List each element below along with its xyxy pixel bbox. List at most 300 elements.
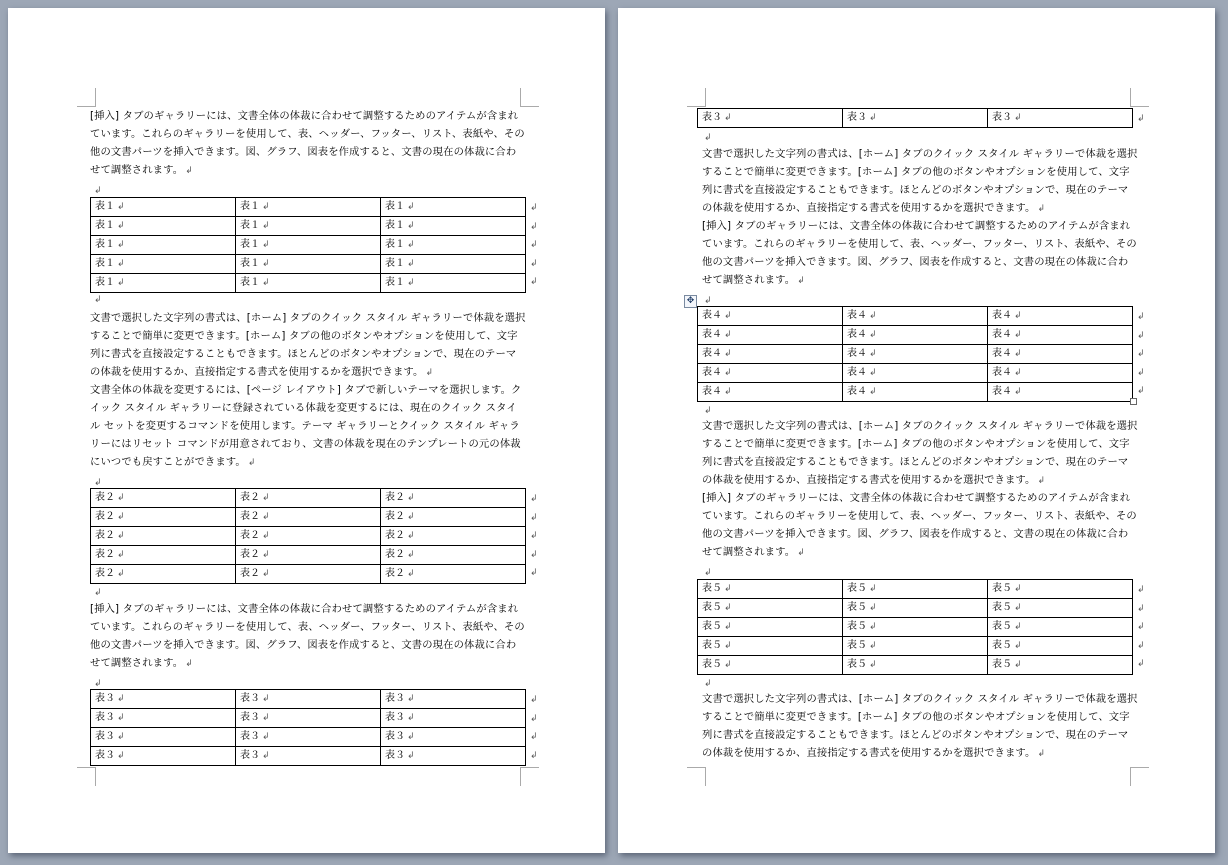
paragraph[interactable] <box>90 107 526 180</box>
cell-mark-icon: ↲ <box>869 387 877 397</box>
table-row <box>698 618 1133 637</box>
table-cell[interactable] <box>381 274 526 293</box>
table-cell[interactable] <box>91 255 236 274</box>
cell-text: 表３ <box>385 731 405 742</box>
cell-mark-icon: ↲ <box>724 622 732 632</box>
cell-mark-icon: ↲ <box>1014 330 1022 340</box>
crop-mark <box>77 88 96 107</box>
table-1[interactable] <box>90 197 526 293</box>
paragraph-mark-icon: ↲ <box>247 458 256 468</box>
table-row <box>91 489 526 508</box>
cell-text: 表２ <box>385 549 405 560</box>
cell-text: 表５ <box>847 659 867 670</box>
table-cell[interactable] <box>698 599 843 618</box>
table-row <box>91 198 526 217</box>
cell-mark-icon: ↲ <box>1014 603 1022 613</box>
table-row <box>698 656 1133 675</box>
row-end-mark-icon: ↲ <box>1137 349 1145 359</box>
cell-text: 表１ <box>95 277 115 288</box>
table-cell[interactable] <box>236 489 381 508</box>
table-cell[interactable] <box>698 109 843 128</box>
table-cell[interactable] <box>988 383 1133 402</box>
row-end-mark-icon: ↲ <box>530 713 538 724</box>
table-cell[interactable] <box>988 326 1133 345</box>
cell-mark-icon: ↲ <box>724 387 732 397</box>
table-cell[interactable] <box>91 489 236 508</box>
paragraph-mark-icon: ↲ <box>797 548 805 558</box>
cell-mark-icon: ↲ <box>117 202 125 212</box>
cell-text: 表３ <box>385 750 405 761</box>
table-cell[interactable] <box>236 546 381 565</box>
cell-mark-icon: ↲ <box>1014 622 1022 632</box>
row-end-mark-icon: ↲ <box>1137 386 1145 396</box>
table-row <box>91 255 526 274</box>
table-cell[interactable] <box>988 618 1133 637</box>
table-cell[interactable] <box>698 637 843 656</box>
cell-text: 表４ <box>702 310 722 321</box>
row-end-mark-icon: ↲ <box>1137 312 1145 322</box>
table-row <box>91 747 526 766</box>
crop-mark <box>520 767 539 786</box>
table-cell[interactable] <box>236 236 381 255</box>
empty-paragraph-mark-icon: ↲ <box>704 568 712 578</box>
cell-text: 表２ <box>385 530 405 541</box>
cell-mark-icon: ↲ <box>869 603 877 613</box>
cell-text: 表１ <box>95 258 115 269</box>
cell-text: 表３ <box>240 731 260 742</box>
table-cell[interactable] <box>381 255 526 274</box>
table-cell[interactable] <box>91 690 236 709</box>
table-row <box>698 637 1133 656</box>
cell-mark-icon: ↲ <box>262 512 270 522</box>
paragraph-mark-icon: ↲ <box>185 166 193 176</box>
cell-text: 表３ <box>847 112 867 123</box>
table-cell[interactable] <box>91 217 236 236</box>
row-end-mark-icon: ↲ <box>530 203 538 213</box>
cell-mark-icon: ↲ <box>407 713 415 723</box>
table-row <box>698 109 1133 128</box>
row-end-mark-icon: ↲ <box>1137 659 1145 669</box>
cell-text: 表１ <box>385 277 405 288</box>
table-cell[interactable] <box>843 326 988 345</box>
cell-mark-icon: ↲ <box>117 512 125 522</box>
table-cell[interactable] <box>698 383 843 402</box>
cell-text: 表４ <box>702 386 722 397</box>
cell-text: 表２ <box>95 549 115 560</box>
cell-text: 表４ <box>992 329 1012 340</box>
cell-mark-icon: ↲ <box>407 512 415 522</box>
table-cell[interactable] <box>91 274 236 293</box>
table-cell[interactable] <box>236 527 381 546</box>
cell-text: 表１ <box>95 239 115 250</box>
cell-text: 表４ <box>992 367 1012 378</box>
cell-mark-icon: ↲ <box>262 240 270 250</box>
cell-mark-icon: ↲ <box>1014 584 1022 594</box>
table-cell[interactable] <box>236 565 381 584</box>
cell-text: 表４ <box>847 367 867 378</box>
table-row <box>698 345 1133 364</box>
cell-mark-icon: ↲ <box>407 493 415 503</box>
row-end-mark-icon: ↲ <box>530 221 538 232</box>
table-row <box>698 364 1133 383</box>
table-cell[interactable] <box>381 546 526 565</box>
table-cell[interactable] <box>698 345 843 364</box>
table-cell[interactable] <box>843 618 988 637</box>
row-end-mark-icon: ↲ <box>530 549 538 560</box>
paragraph[interactable] <box>702 217 1138 290</box>
cell-mark-icon: ↲ <box>262 493 270 503</box>
cell-text: 表２ <box>95 511 115 522</box>
cell-mark-icon: ↲ <box>869 311 877 321</box>
paragraph-text: [挿入] タブのギャラリーには、文書全体の体裁に合わせて調整するためのアイテムが含まれています。これらのギャラリーを使用して、表、ヘッダー、フッター、リスト、表紙や、その他の文書パーツを挿入できます。図、グラフ、図表を作成すると、文書の現在の体裁に合わせて調整されます。 <box>90 110 525 176</box>
table-cell[interactable] <box>381 527 526 546</box>
cell-mark-icon: ↲ <box>117 221 125 231</box>
cell-mark-icon: ↲ <box>407 259 415 269</box>
table-cell[interactable] <box>988 109 1133 128</box>
cell-mark-icon: ↲ <box>1014 660 1022 670</box>
table-row <box>698 326 1133 345</box>
cell-text: 表１ <box>385 258 405 269</box>
cell-text: 表３ <box>95 731 115 742</box>
row-end-mark-icon: ↲ <box>1137 603 1145 614</box>
table-resize-handle[interactable] <box>1130 398 1137 405</box>
cell-mark-icon: ↲ <box>1014 387 1022 397</box>
cell-text: 表３ <box>702 112 722 123</box>
cell-mark-icon: ↲ <box>407 278 415 288</box>
cell-mark-icon: ↲ <box>869 368 877 378</box>
cell-mark-icon: ↲ <box>117 259 125 269</box>
paragraph-mark-icon: ↲ <box>425 368 434 378</box>
cell-mark-icon: ↲ <box>724 330 732 340</box>
cell-text: 表２ <box>95 568 115 579</box>
cell-mark-icon: ↲ <box>1014 349 1022 359</box>
cell-text: 表５ <box>992 659 1012 670</box>
cell-mark-icon: ↲ <box>117 531 125 541</box>
row-end-mark-icon: ↲ <box>530 512 538 523</box>
table-cell[interactable] <box>698 580 843 599</box>
table-cell[interactable] <box>236 255 381 274</box>
table-cell[interactable] <box>381 747 526 766</box>
cell-text: 表５ <box>847 602 867 613</box>
table-cell[interactable] <box>843 656 988 675</box>
cell-text: 表４ <box>702 367 722 378</box>
paragraph-text: 文書で選択した文字列の書式は、[ホーム] タブのクイック スタイル ギャラリーで体裁を選択することで簡単に変更できます。[ホーム] タブの他のボタンやオプションを使用して、文字列に書式を直接設定することもできます。ほとんどのボタンやオプションで、現在のテーマの体裁を使用するか、直接指定する書式を使用するかを選択できます。 <box>702 420 1138 486</box>
cell-mark-icon: ↲ <box>262 732 270 742</box>
cell-mark-icon: ↲ <box>407 694 415 704</box>
crop-mark <box>1130 88 1149 107</box>
table-cell[interactable] <box>988 307 1133 326</box>
cell-text: 表４ <box>992 386 1012 397</box>
table-cell[interactable] <box>236 274 381 293</box>
table-cell[interactable] <box>236 198 381 217</box>
cell-mark-icon: ↲ <box>869 349 877 359</box>
table-cell[interactable] <box>381 198 526 217</box>
table-move-handle-icon[interactable]: ✥ <box>684 295 697 308</box>
cell-text: 表４ <box>847 329 867 340</box>
empty-paragraph-mark-icon: ↲ <box>704 679 712 689</box>
cell-mark-icon: ↲ <box>262 569 270 579</box>
cell-mark-icon: ↲ <box>407 751 415 761</box>
document-page-2[interactable] <box>618 8 1215 853</box>
table-row <box>91 217 526 236</box>
paragraph[interactable] <box>702 690 1138 763</box>
crop-mark <box>687 88 706 107</box>
table-5[interactable] <box>697 579 1133 675</box>
table-cell[interactable] <box>698 364 843 383</box>
cell-text: 表３ <box>95 750 115 761</box>
cell-mark-icon: ↲ <box>262 531 270 541</box>
crop-mark <box>1130 767 1149 786</box>
table-cell[interactable] <box>91 236 236 255</box>
table-row <box>91 546 526 565</box>
table-cell[interactable] <box>698 326 843 345</box>
crop-mark <box>520 88 539 107</box>
cell-text: 表２ <box>240 568 260 579</box>
table-cell[interactable] <box>236 217 381 236</box>
table-cell[interactable] <box>843 637 988 656</box>
table-cell[interactable] <box>236 508 381 527</box>
cell-mark-icon: ↲ <box>1014 368 1022 378</box>
table-row <box>91 508 526 527</box>
table-cell[interactable] <box>698 656 843 675</box>
paragraph[interactable] <box>90 600 526 673</box>
table-cell[interactable] <box>91 527 236 546</box>
table-row <box>698 599 1133 618</box>
row-end-mark-icon: ↲ <box>530 695 538 705</box>
table-cell[interactable] <box>381 217 526 236</box>
empty-paragraph-mark-icon: ↲ <box>94 478 102 488</box>
cell-mark-icon: ↲ <box>262 550 270 560</box>
table-row <box>698 580 1133 599</box>
table-cell[interactable] <box>236 747 381 766</box>
table-cell[interactable] <box>843 580 988 599</box>
cell-mark-icon: ↲ <box>407 531 415 541</box>
cell-mark-icon: ↲ <box>724 113 732 123</box>
cell-mark-icon: ↲ <box>407 569 415 579</box>
paragraph-text: [挿入] タブのギャラリーには、文書全体の体裁に合わせて調整するためのアイテムが含まれています。これらのギャラリーを使用して、表、ヘッダー、フッター、リスト、表紙や、その他の文書パーツを挿入できます。図、グラフ、図表を作成すると、文書の現在の体裁に合わせて調整されます。 <box>90 603 525 669</box>
cell-mark-icon: ↲ <box>724 584 732 594</box>
crop-mark <box>77 767 96 786</box>
cell-text: 表２ <box>240 549 260 560</box>
cell-text: 表２ <box>95 492 115 503</box>
cell-mark-icon: ↲ <box>262 259 270 269</box>
cell-text: 表２ <box>240 511 260 522</box>
row-end-mark-icon: ↲ <box>530 732 538 742</box>
table-cell[interactable] <box>988 637 1133 656</box>
cell-text: 表５ <box>847 621 867 632</box>
cell-text: 表５ <box>702 640 722 651</box>
table-cell[interactable] <box>988 364 1133 383</box>
cell-text: 表５ <box>847 640 867 651</box>
cell-mark-icon: ↲ <box>117 694 125 704</box>
paragraph-text: 文書全体の体裁を変更するには、[ページ レイアウト] タブで新しいテーマを選択します。クイック スタイル ギャラリーに登録されている体裁を変更するには、現在のクイック スタイル セットを変更するコマンドを使用します。テーマ ギャラリーとクイック スタイル ギャラリーにはリセット コマンドが用意されており、文書の体裁を現在のテンプレートの元の体裁にいつでも戻すことができます。 <box>90 384 522 468</box>
table-cell[interactable] <box>91 565 236 584</box>
cell-mark-icon: ↲ <box>407 240 415 250</box>
empty-paragraph-mark-icon: ↲ <box>94 295 102 305</box>
cell-mark-icon: ↲ <box>117 550 125 560</box>
cell-mark-icon: ↲ <box>869 641 877 651</box>
table-cell[interactable] <box>381 728 526 747</box>
cell-mark-icon: ↲ <box>724 368 732 378</box>
table-row <box>91 709 526 728</box>
row-end-mark-icon: ↲ <box>530 750 538 761</box>
paragraph[interactable] <box>90 381 526 472</box>
cell-text: 表３ <box>95 693 115 704</box>
cell-text: 表１ <box>95 220 115 231</box>
table-cell[interactable] <box>843 109 988 128</box>
cell-text: 表１ <box>385 220 405 231</box>
empty-paragraph-mark-icon: ↲ <box>704 406 712 416</box>
cell-text: 表５ <box>992 602 1012 613</box>
paragraph-text: [挿入] タブのギャラリーには、文書全体の体裁に合わせて調整するためのアイテムが含まれています。これらのギャラリーを使用して、表、ヘッダー、フッター、リスト、表紙や、その他の文書パーツを挿入できます。図、グラフ、図表を作成すると、文書の現在の体裁に合わせて調整されます。 <box>702 492 1137 558</box>
table-cell[interactable] <box>988 580 1133 599</box>
table-cell[interactable] <box>91 728 236 747</box>
empty-paragraph-mark-icon: ↲ <box>704 133 712 143</box>
paragraph[interactable] <box>90 309 526 382</box>
cell-mark-icon: ↲ <box>262 202 270 212</box>
table-cell[interactable] <box>91 747 236 766</box>
cell-mark-icon: ↲ <box>1014 113 1022 123</box>
paragraph-mark-icon: ↲ <box>1037 749 1046 759</box>
cell-text: 表４ <box>702 348 722 359</box>
table-cell[interactable] <box>381 236 526 255</box>
cell-text: 表１ <box>240 220 260 231</box>
cell-text: 表３ <box>240 693 260 704</box>
table-row <box>698 307 1133 326</box>
table-3-continued[interactable] <box>697 108 1133 128</box>
cell-text: 表２ <box>385 511 405 522</box>
cell-mark-icon: ↲ <box>1014 311 1022 321</box>
table-cell[interactable] <box>988 599 1133 618</box>
cell-text: 表３ <box>240 750 260 761</box>
row-end-mark-icon: ↲ <box>1137 640 1145 651</box>
cell-text: 表４ <box>992 310 1012 321</box>
cell-text: 表３ <box>992 112 1012 123</box>
paragraph-mark-icon: ↲ <box>797 276 805 286</box>
row-end-mark-icon: ↲ <box>1137 330 1145 341</box>
paragraph-mark-icon: ↲ <box>1037 204 1046 214</box>
cell-text: 表１ <box>240 258 260 269</box>
table-4[interactable] <box>697 306 1133 402</box>
row-end-mark-icon: ↲ <box>1137 585 1145 595</box>
cell-mark-icon: ↲ <box>407 221 415 231</box>
cell-text: 表５ <box>992 640 1012 651</box>
cell-mark-icon: ↲ <box>262 694 270 704</box>
paragraph-text: 文書で選択した文字列の書式は、[ホーム] タブのクイック スタイル ギャラリーで体裁を選択することで簡単に変更できます。[ホーム] タブの他のボタンやオプションを使用して、文字列に書式を直接設定することもできます。ほとんどのボタンやオプションで、現在のテーマの体裁を使用するか、直接指定する書式を使用するかを選択できます。 <box>702 148 1138 214</box>
table-cell[interactable] <box>91 508 236 527</box>
table-cell[interactable] <box>236 690 381 709</box>
paragraph[interactable] <box>702 489 1138 562</box>
crop-mark <box>687 767 706 786</box>
cell-text: 表１ <box>385 201 405 212</box>
cell-mark-icon: ↲ <box>869 330 877 340</box>
table-cell[interactable] <box>381 565 526 584</box>
document-page-1[interactable] <box>8 8 605 853</box>
cell-text: 表１ <box>240 239 260 250</box>
row-end-mark-icon: ↲ <box>530 531 538 541</box>
table-2[interactable] <box>90 488 526 584</box>
cell-text: 表５ <box>702 583 722 594</box>
cell-mark-icon: ↲ <box>117 751 125 761</box>
cell-mark-icon: ↲ <box>724 660 732 670</box>
row-end-mark-icon: ↲ <box>530 277 538 287</box>
table-cell[interactable] <box>843 383 988 402</box>
cell-mark-icon: ↲ <box>262 278 270 288</box>
table-cell[interactable] <box>843 307 988 326</box>
cell-text: 表２ <box>385 492 405 503</box>
paragraph[interactable] <box>702 145 1138 218</box>
table-cell[interactable] <box>236 728 381 747</box>
table-cell[interactable] <box>91 709 236 728</box>
table-row <box>91 728 526 747</box>
table-row <box>91 236 526 255</box>
cell-text: 表４ <box>847 348 867 359</box>
empty-paragraph-mark-icon: ↲ <box>94 679 102 689</box>
cell-text: 表１ <box>95 201 115 212</box>
paragraph-mark-icon: ↲ <box>185 659 193 669</box>
cell-mark-icon: ↲ <box>117 240 125 250</box>
table-row <box>91 274 526 293</box>
cell-text: 表１ <box>385 239 405 250</box>
paragraph-mark-icon: ↲ <box>1037 476 1046 486</box>
table-cell[interactable] <box>843 345 988 364</box>
cell-mark-icon: ↲ <box>262 751 270 761</box>
cell-text: 表５ <box>992 621 1012 632</box>
paragraph-text: 文書で選択した文字列の書式は、[ホーム] タブのクイック スタイル ギャラリーで体裁を選択することで簡単に変更できます。[ホーム] タブの他のボタンやオプションを使用して、文字列に書式を直接設定することもできます。ほとんどのボタンやオプションで、現在のテーマの体裁を使用するか、直接指定する書式を使用するかを選択できます。 <box>90 312 526 378</box>
table-cell[interactable] <box>988 656 1133 675</box>
cell-text: 表１ <box>240 201 260 212</box>
cell-text: 表３ <box>385 712 405 723</box>
table-cell[interactable] <box>843 599 988 618</box>
table-cell[interactable] <box>91 546 236 565</box>
table-cell[interactable] <box>236 709 381 728</box>
cell-mark-icon: ↲ <box>117 713 125 723</box>
table-cell[interactable] <box>698 618 843 637</box>
empty-paragraph-mark-icon: ↲ <box>704 296 712 306</box>
cell-text: 表２ <box>385 568 405 579</box>
row-end-mark-icon: ↲ <box>1137 622 1145 632</box>
cell-mark-icon: ↲ <box>407 202 415 212</box>
paragraph-text: [挿入] タブのギャラリーには、文書全体の体裁に合わせて調整するためのアイテムが含まれています。これらのギャラリーを使用して、表、ヘッダー、フッター、リスト、表紙や、その他の文書パーツを挿入できます。図、グラフ、図表を作成すると、文書の現在の体裁に合わせて調整されます。 <box>702 220 1137 286</box>
cell-text: 表３ <box>95 712 115 723</box>
cell-mark-icon: ↲ <box>262 713 270 723</box>
cell-text: 表４ <box>992 348 1012 359</box>
cell-mark-icon: ↲ <box>407 550 415 560</box>
table-row <box>91 565 526 584</box>
cell-text: 表５ <box>702 602 722 613</box>
table-cell[interactable] <box>843 364 988 383</box>
cell-mark-icon: ↲ <box>117 493 125 503</box>
table-row <box>91 527 526 546</box>
cell-mark-icon: ↲ <box>869 622 877 632</box>
table-cell[interactable] <box>988 345 1133 364</box>
cell-text: 表３ <box>385 693 405 704</box>
table-3[interactable] <box>90 689 526 766</box>
table-cell[interactable] <box>381 508 526 527</box>
cell-mark-icon: ↲ <box>724 603 732 613</box>
cell-mark-icon: ↲ <box>117 569 125 579</box>
row-end-mark-icon: ↲ <box>530 568 538 578</box>
table-cell[interactable] <box>381 489 526 508</box>
cell-text: 表５ <box>847 583 867 594</box>
table-cell[interactable] <box>698 307 843 326</box>
table-cell[interactable] <box>91 198 236 217</box>
table-cell[interactable] <box>381 709 526 728</box>
cell-text: 表５ <box>702 621 722 632</box>
row-end-mark-icon: ↲ <box>1137 114 1145 124</box>
paragraph[interactable] <box>702 417 1138 490</box>
table-cell[interactable] <box>381 690 526 709</box>
